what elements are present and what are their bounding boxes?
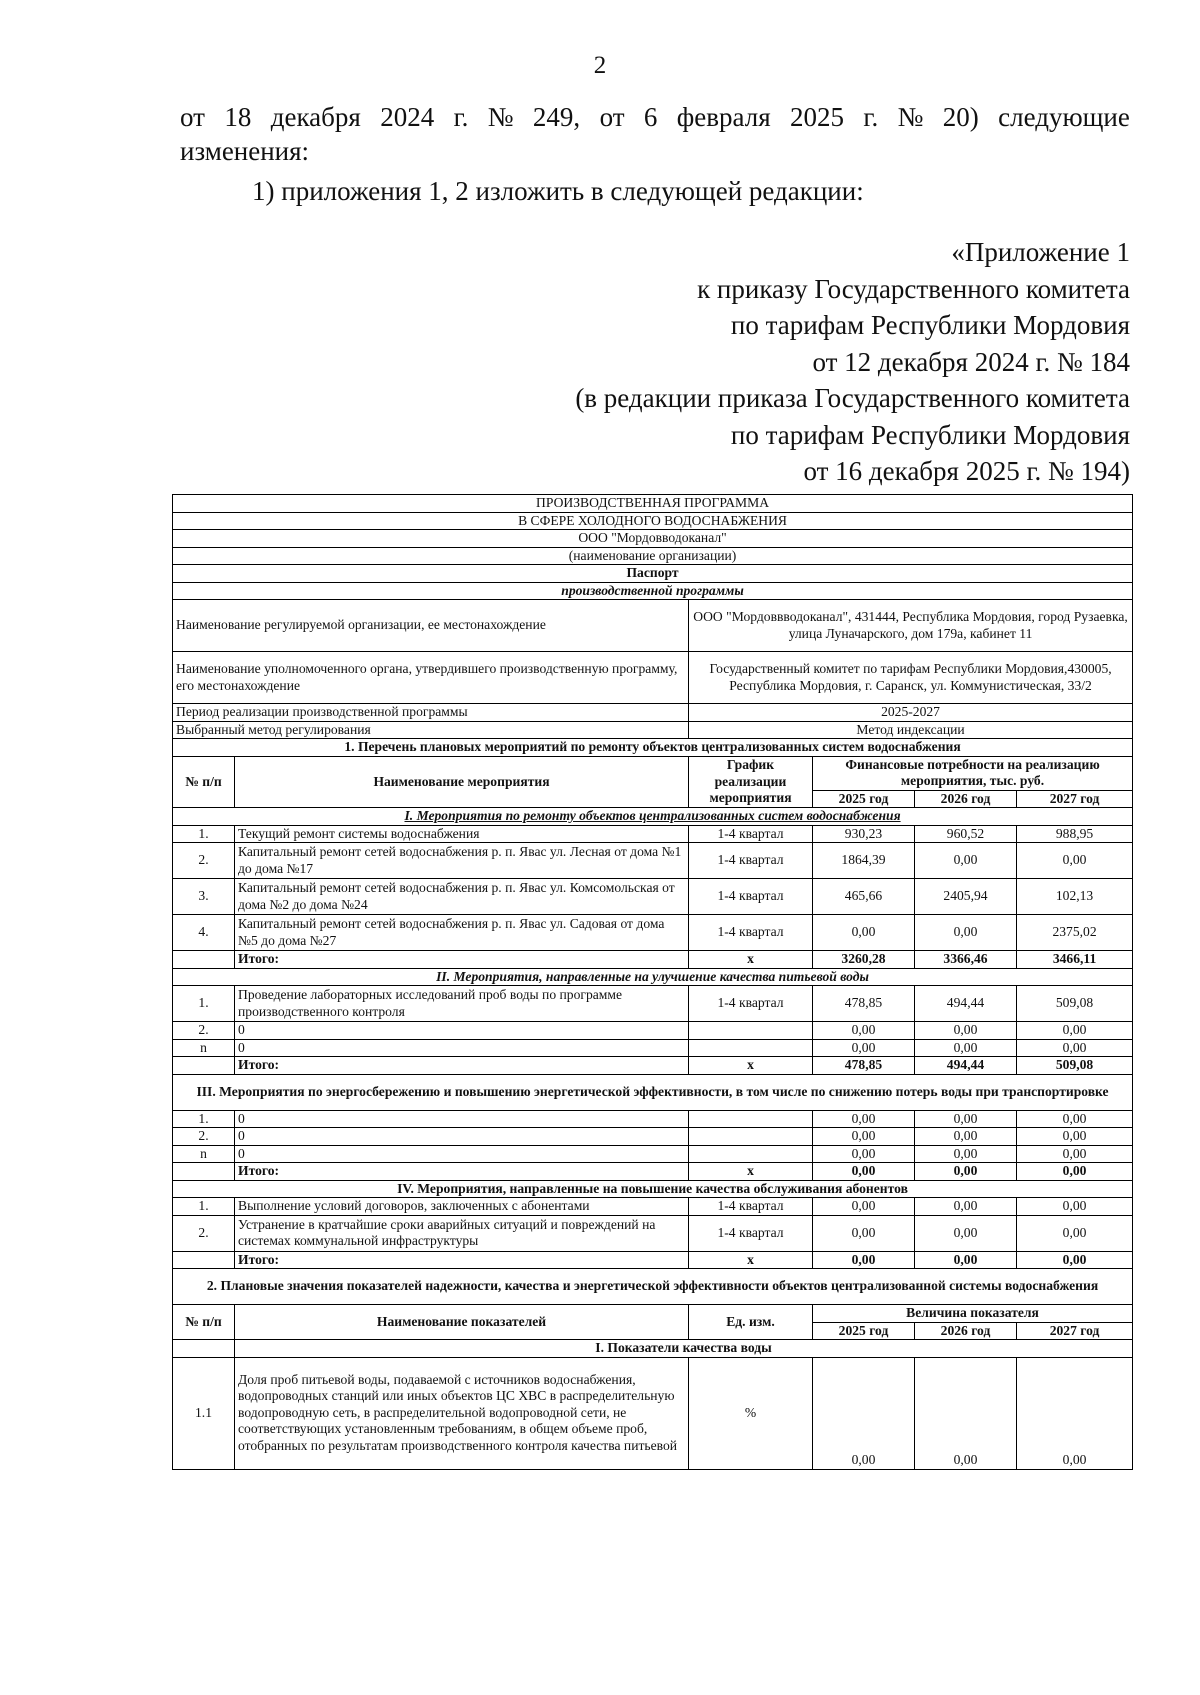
- passport-subtitle: производственной программы: [173, 582, 1133, 600]
- appendix-line: по тарифам Республики Мордовия: [730, 419, 1130, 450]
- header-year: 2026 год: [915, 790, 1017, 808]
- cell-name: Текущий ремонт системы водоснабжения: [235, 825, 689, 843]
- cell-name: Устранение в кратчайшие сроки аварийных ситуаций и повреждений на системах коммунальной инфраструктуры: [235, 1215, 689, 1251]
- appendix-line: от 12 декабря 2024 г. № 184: [812, 346, 1130, 377]
- total-value: 0,00: [813, 1251, 915, 1269]
- total-row: [173, 951, 1133, 969]
- cell-name: 0: [235, 1039, 689, 1057]
- cell-schedule: 1-4 квартал: [689, 825, 813, 843]
- cell-num: 1.1: [173, 1357, 235, 1469]
- header-num: № п/п: [173, 1305, 235, 1340]
- program-table: [172, 494, 1133, 1470]
- header-name: Наименование мероприятия: [235, 756, 689, 808]
- cell-value: 0,00: [915, 1022, 1017, 1040]
- header-value: Величина показателя: [813, 1305, 1133, 1323]
- cell-value: 0,00: [813, 1110, 915, 1128]
- intro-word: 20): [942, 102, 979, 132]
- cell-schedule: 1-4 квартал: [689, 915, 813, 951]
- total-value: 0,00: [915, 1251, 1017, 1269]
- cell-schedule: х: [689, 1251, 813, 1269]
- total-row: [173, 1163, 1133, 1181]
- page-number: 2: [593, 52, 607, 79]
- cell-value: 0,00: [813, 1022, 915, 1040]
- intro-word: 2024: [380, 102, 435, 132]
- intro-word: №: [897, 102, 924, 132]
- cell-name: Выполнение условий договоров, заключенных с абонентами: [235, 1198, 689, 1216]
- header-schedule: График реализации мероприятия: [689, 756, 813, 808]
- cell-num: 3.: [173, 879, 235, 915]
- appendix-line: (в редакции приказа Государственного комитета: [575, 383, 1130, 413]
- passport-label: Выбранный метод регулирования: [173, 721, 689, 739]
- cell-value: 930,23: [813, 825, 915, 843]
- cell-value: 960,52: [915, 825, 1017, 843]
- cell-num: 2.: [173, 1128, 235, 1146]
- cell-value: 0,00: [813, 1198, 915, 1216]
- total-value: 0,00: [813, 1163, 915, 1181]
- cell-value: 0,00: [813, 1357, 915, 1469]
- total-label: Итого:: [235, 951, 689, 969]
- cell-value: 0,00: [1017, 1198, 1133, 1216]
- table-row: [173, 1198, 1133, 1216]
- cell-value: 0,00: [813, 915, 915, 951]
- program-title: ПРОИЗВОДСТВЕННАЯ ПРОГРАММА: [173, 495, 1133, 513]
- intro-word: от: [599, 102, 625, 132]
- header-unit: Ед. изм.: [689, 1305, 813, 1340]
- passport-label: Наименование регулируемой организации, ее местонахождение: [173, 600, 689, 652]
- passport-value: ООО "Мордоввводоканал", 431444, Республика Мордовия, город Рузаевка, улица Луначарского, дом 179а, кабинет 11: [689, 600, 1133, 652]
- table-row: [173, 1145, 1133, 1163]
- cell-name: 0: [235, 1110, 689, 1128]
- intro-item-1: 1) приложения 1, 2 изложить в следующей редакции:: [252, 176, 864, 206]
- cell-value: 0,00: [1017, 1357, 1133, 1469]
- header-finance: Финансовые потребности на реализацию мероприятия, тыс. руб.: [813, 756, 1133, 790]
- cell-name: Проведение лабораторных исследований проб воды по программе производственного контроля: [235, 986, 689, 1022]
- intro-word: №: [487, 102, 514, 132]
- table-row: [173, 1039, 1133, 1057]
- cell-schedule: 1-4 квартал: [689, 843, 813, 879]
- program-subtitle: В СФЕРЕ ХОЛОДНОГО ВОДОСНАБЖЕНИЯ: [173, 512, 1133, 530]
- cell-value: 0,00: [915, 1198, 1017, 1216]
- cell-num: 4.: [173, 915, 235, 951]
- cell-schedule: 1-4 квартал: [689, 986, 813, 1022]
- total-label: Итого:: [235, 1251, 689, 1269]
- cell-name: Капитальный ремонт сетей водоснабжения р. п. Явас ул. Садовая от дома №5 до дома №27: [235, 915, 689, 951]
- cell-value: 0,00: [915, 1128, 1017, 1146]
- cell-schedule: х: [689, 1163, 813, 1181]
- cell-schedule: 1-4 квартал: [689, 879, 813, 915]
- header-num: № п/п: [173, 756, 235, 808]
- cell-schedule: 1-4 квартал: [689, 1198, 813, 1216]
- appendix-line: по тарифам Республики Мордовия: [730, 310, 1130, 340]
- total-value: 494,44: [915, 1057, 1017, 1075]
- header-year: 2025 год: [813, 790, 915, 808]
- cell-num: 2.: [173, 1022, 235, 1040]
- organization-name: ООО "Мордовводоканал": [173, 530, 1133, 548]
- group-title: II. Мероприятия, направленные на улучшение качества питьевой воды: [173, 968, 1133, 986]
- cell-value: 988,95: [1017, 825, 1133, 843]
- cell-schedule: [689, 1145, 813, 1163]
- intro-word: 2025: [790, 102, 845, 132]
- intro-word: следующие: [998, 102, 1130, 132]
- cell-value: 465,66: [813, 879, 915, 915]
- cell-value: 0,00: [1017, 1110, 1133, 1128]
- cell-schedule: х: [689, 1057, 813, 1075]
- header-year: 2027 год: [1017, 1322, 1133, 1340]
- total-value: 0,00: [915, 1163, 1017, 1181]
- total-row: [173, 1057, 1133, 1075]
- table-row: [173, 1022, 1133, 1040]
- cell-value: 0,00: [915, 1110, 1017, 1128]
- intro-word: февраля: [676, 102, 771, 132]
- cell-value: 0,00: [1017, 1039, 1133, 1057]
- total-value: 3260,28: [813, 951, 915, 969]
- cell-value: 0,00: [813, 1215, 915, 1251]
- cell-unit: %: [689, 1357, 813, 1469]
- cell-name: Капитальный ремонт сетей водоснабжения р. п. Явас ул. Комсомольская от дома №2 до дома №24: [235, 879, 689, 915]
- program-table-wrapper: [172, 494, 1132, 1470]
- intro-word: г.: [863, 102, 879, 132]
- cell-num: 2.: [173, 843, 235, 879]
- cell-value: 0,00: [813, 1039, 915, 1057]
- cell-value: 509,08: [1017, 986, 1133, 1022]
- total-value: 0,00: [1017, 1251, 1133, 1269]
- header-year: 2027 год: [1017, 790, 1133, 808]
- cell-value: 0,00: [1017, 1145, 1133, 1163]
- cell-value: 0,00: [1017, 843, 1133, 879]
- cell-name: 0: [235, 1128, 689, 1146]
- table-row: [173, 879, 1133, 915]
- table-row: [173, 1215, 1133, 1251]
- table-row: [173, 915, 1133, 951]
- cell-value: 1864,39: [813, 843, 915, 879]
- intro-line-1: [180, 100, 1130, 134]
- cell-num: n: [173, 1145, 235, 1163]
- cell-value: 0,00: [813, 1145, 915, 1163]
- cell-name: 0: [235, 1145, 689, 1163]
- header-indicator: Наименование показателей: [235, 1305, 689, 1340]
- table-row: [173, 843, 1133, 879]
- intro-word: 6: [643, 102, 658, 132]
- cell-value: 0,00: [915, 843, 1017, 879]
- table-row: [173, 1110, 1133, 1128]
- appendix-line: от 16 декабря 2025 г. № 194): [803, 456, 1130, 486]
- intro-word: 18: [224, 102, 252, 132]
- subsection-title: I. Показатели качества воды: [235, 1340, 1133, 1358]
- appendix-line: к приказу Государственного комитета: [697, 273, 1130, 304]
- cell-num: 1.: [173, 986, 235, 1022]
- intro-word: декабря: [270, 102, 361, 132]
- section-2-title: 2. Плановые значения показателей надежности, качества и энергетической эффективности объектов централизованной системы водоснабжения: [173, 1269, 1133, 1305]
- passport-value: Метод индексации: [689, 721, 1133, 739]
- cell-value: 0,00: [1017, 1128, 1133, 1146]
- cell-schedule: [689, 1039, 813, 1057]
- table-row: [173, 986, 1133, 1022]
- cell-name: Капитальный ремонт сетей водоснабжения р. п. Явас ул. Лесная от дома №1 до дома №17: [235, 843, 689, 879]
- cell-value: 0,00: [915, 1145, 1017, 1163]
- group-title: I. Мероприятия по ремонту объектов централизованных систем водоснабжения: [173, 808, 1133, 826]
- passport-title: Паспорт: [173, 565, 1133, 583]
- appendix-header: [575, 234, 1130, 490]
- intro-line-2: изменения:: [180, 136, 310, 166]
- cell-value: 2405,94: [915, 879, 1017, 915]
- cell-schedule: 1-4 квартал: [689, 1215, 813, 1251]
- cell-schedule: [689, 1022, 813, 1040]
- table-row: [173, 1128, 1133, 1146]
- header-year: 2025 год: [813, 1322, 915, 1340]
- total-value: 0,00: [1017, 1163, 1133, 1181]
- cell-num: 2.: [173, 1215, 235, 1251]
- total-value: 478,85: [813, 1057, 915, 1075]
- cell-num: n: [173, 1039, 235, 1057]
- passport-label: Наименование уполномоченного органа, утвердившего производственную программу, его местонахождение: [173, 652, 689, 704]
- cell-value: 0,00: [915, 1215, 1017, 1251]
- passport-value: Государственный комитет по тарифам Республики Мордовия,430005, Республика Мордовия, г. Саранск, ул. Коммунистическая, 33/2: [689, 652, 1133, 704]
- cell-value: 0,00: [813, 1128, 915, 1146]
- group-title: III. Мероприятия по энергосбережению и повышению энергетической эффективности, в том числе по снижению потерь воды при транспортировке: [173, 1074, 1133, 1110]
- total-row: [173, 1251, 1133, 1269]
- intro-word: от: [180, 102, 205, 132]
- group-title: IV. Мероприятия, направленные на повышение качества обслуживания абонентов: [173, 1180, 1133, 1198]
- passport-value: 2025-2027: [689, 704, 1133, 722]
- cell-num: 1.: [173, 1110, 235, 1128]
- intro-paragraph: [180, 100, 1130, 208]
- organization-caption: (наименование организации): [173, 547, 1133, 565]
- cell-value: 494,44: [915, 986, 1017, 1022]
- cell-value: 0,00: [915, 915, 1017, 951]
- appendix-line: «Приложение 1: [951, 237, 1130, 267]
- cell-schedule: [689, 1128, 813, 1146]
- cell-value: 0,00: [915, 1357, 1017, 1469]
- cell-value: 102,13: [1017, 879, 1133, 915]
- cell-value: 2375,02: [1017, 915, 1133, 951]
- intro-word: г.: [453, 102, 469, 132]
- cell-value: 0,00: [1017, 1022, 1133, 1040]
- total-label: Итого:: [235, 1057, 689, 1075]
- total-value: 509,08: [1017, 1057, 1133, 1075]
- table-row: [173, 825, 1133, 843]
- header-year: 2026 год: [915, 1322, 1017, 1340]
- total-value: 3466,11: [1017, 951, 1133, 969]
- cell-name: 0: [235, 1022, 689, 1040]
- passport-label: Период реализации производственной программы: [173, 704, 689, 722]
- cell-value: 0,00: [915, 1039, 1017, 1057]
- section-1-title: 1. Перечень плановых мероприятий по ремонту объектов централизованных систем водоснабжения: [173, 739, 1133, 757]
- total-value: 3366,46: [915, 951, 1017, 969]
- cell-num: 1.: [173, 1198, 235, 1216]
- cell-num: 1.: [173, 825, 235, 843]
- cell-value: 0,00: [1017, 1215, 1133, 1251]
- table-row: [173, 1357, 1133, 1469]
- cell-schedule: х: [689, 951, 813, 969]
- total-label: Итого:: [235, 1163, 689, 1181]
- cell-value: 478,85: [813, 986, 915, 1022]
- cell-indicator: Доля проб питьевой воды, подаваемой с источников водоснабжения, водопроводных станций или иных объектов ЦС ХВС в распределительную водопроводную сеть, в распределительной водопроводной сети, не соответствующих установленным требованиям, в общем объеме проб, отобранных по результатам производственного контроля качества питьевой: [235, 1357, 689, 1469]
- intro-word: 249,: [532, 102, 581, 132]
- cell-schedule: [689, 1110, 813, 1128]
